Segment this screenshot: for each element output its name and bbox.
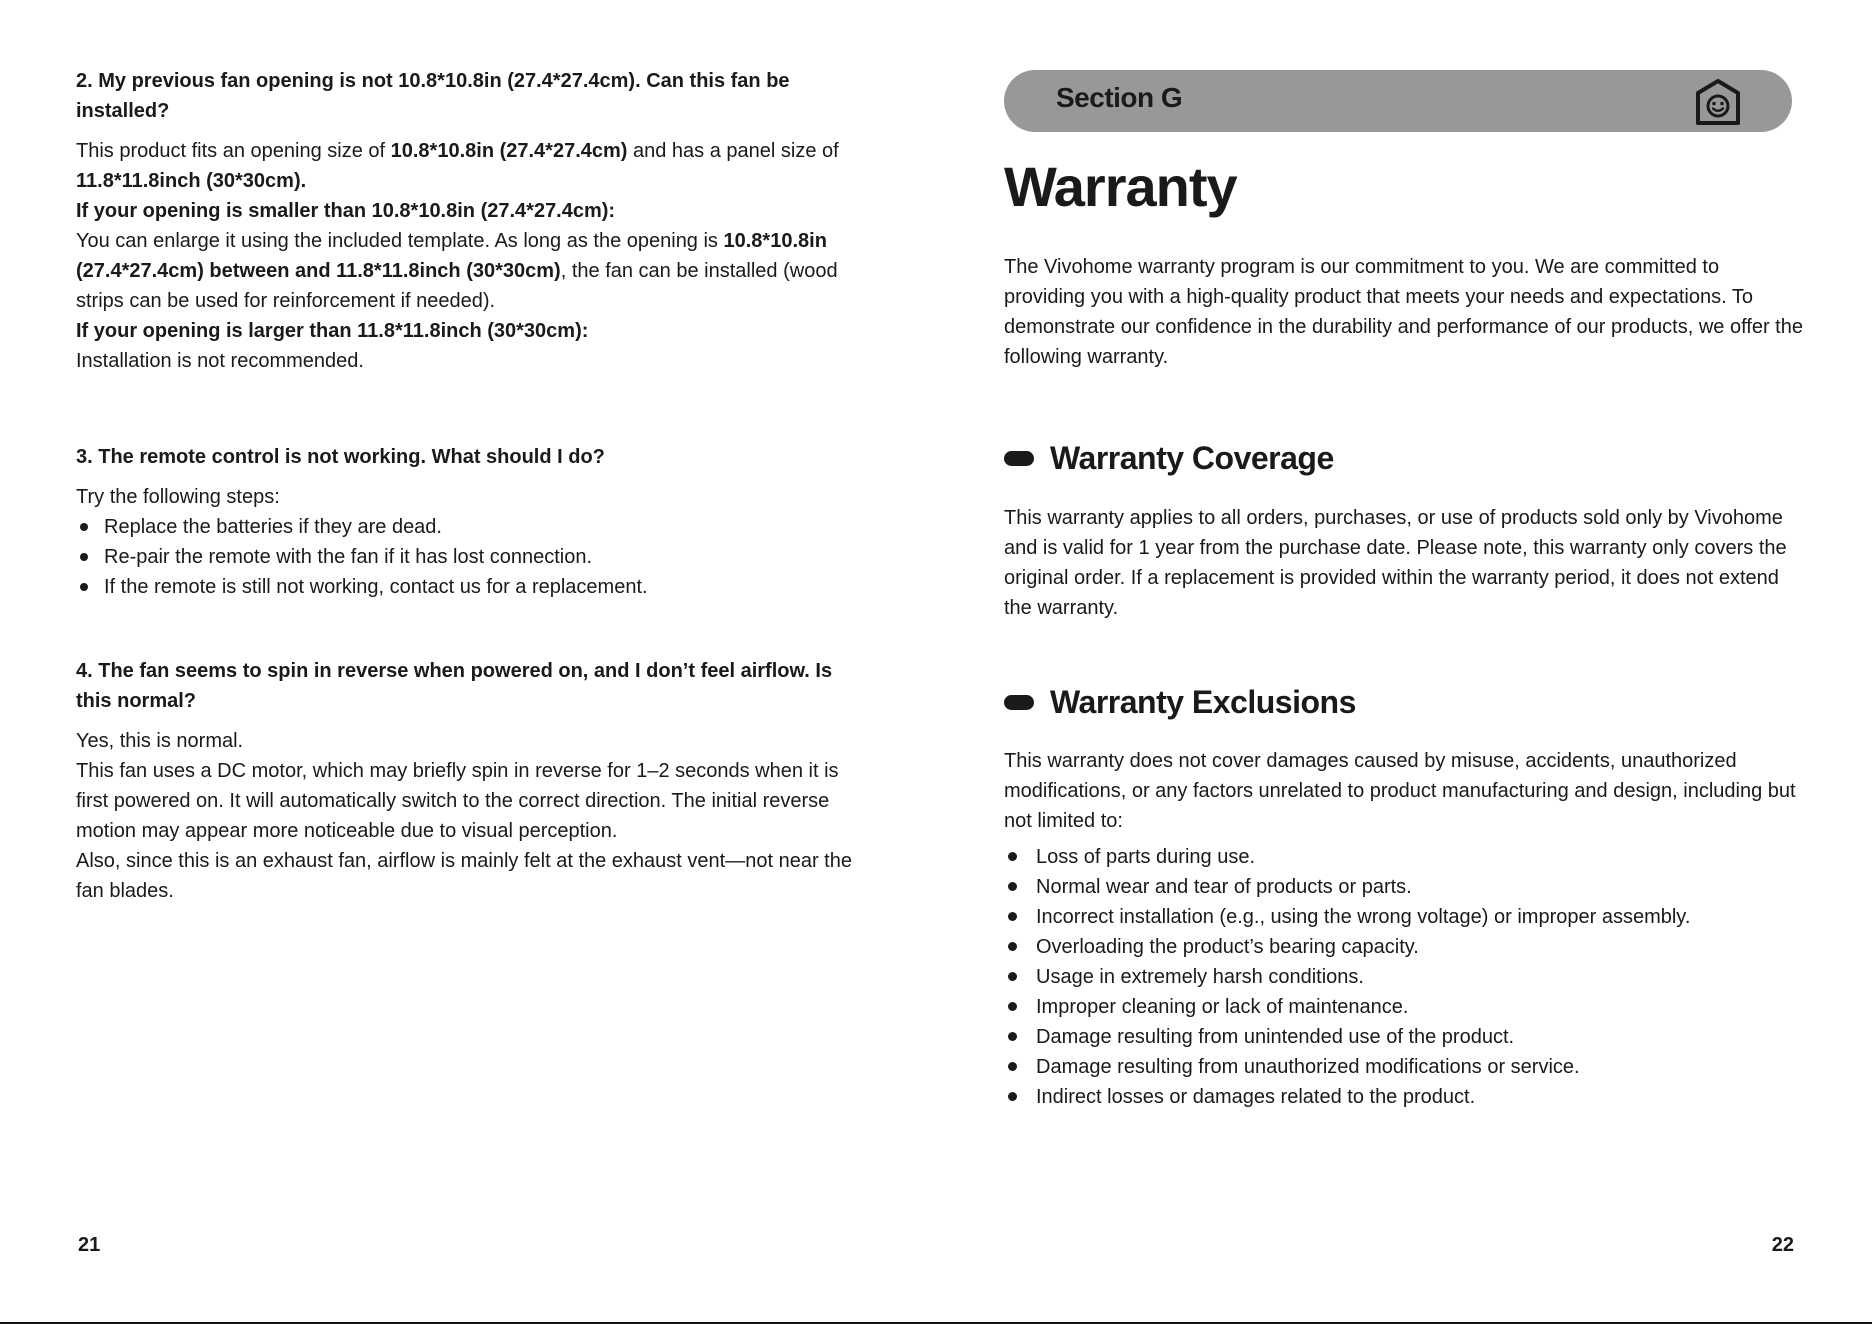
faq-answer-size xyxy=(76,136,866,196)
coverage-heading-text: Warranty Coverage xyxy=(1050,440,1334,476)
bold-span: 11.8*11.8inch (30*30cm). xyxy=(76,170,307,192)
right-page xyxy=(936,0,1872,1324)
text-span: and has a panel size of xyxy=(627,140,839,162)
smaller-opening-text xyxy=(76,226,866,316)
faq-answer: Yes, this is normal. xyxy=(76,730,244,752)
list-item: Incorrect installation (e.g., using the wrong voltage) or improper assembly. xyxy=(1004,902,1804,932)
page-number: 21 xyxy=(78,1234,101,1256)
list-item: Damage resulting from unauthorized modifications or service. xyxy=(1004,1052,1804,1082)
list-item: Usage in extremely harsh conditions. xyxy=(1004,962,1804,992)
text-span: This product fits an opening size of xyxy=(76,140,391,162)
larger-opening-heading xyxy=(76,316,866,346)
text-span: You can enlarge it using the included template. As long as the opening is xyxy=(76,230,724,252)
faq-item-4 xyxy=(76,656,866,906)
faq-answer: Also, since this is an exhaust fan, airflow is mainly felt at the exhaust vent—not near the fan blades. xyxy=(76,850,852,902)
faq-item-2 xyxy=(76,66,866,376)
smaller-opening-heading xyxy=(76,196,866,226)
exclusions-heading xyxy=(1004,684,1356,721)
list-item: Re-pair the remote with the fan if it has lost connection. xyxy=(76,542,866,572)
page-number: 22 xyxy=(1771,1234,1794,1256)
section-banner xyxy=(1004,70,1792,132)
faq-question: 3. The remote control is not working. What should I do? xyxy=(76,446,605,468)
faq-item-3 xyxy=(76,442,866,602)
list-item: Loss of parts during use. xyxy=(1004,842,1804,872)
bold-span: 10.8*10.8in (27.4*27.4cm) between and 11.8*11.8inch (30*30cm) xyxy=(76,230,827,282)
list-item: Indirect losses or damages related to the product. xyxy=(1004,1082,1804,1112)
faq-question: 4. The fan seems to spin in reverse when powered on, and I don’t feel airflow. Is this normal? xyxy=(76,660,833,712)
faq-answer: This fan uses a DC motor, which may briefly spin in reverse for 1–2 seconds when it is first powered on. It will automatically switch to the correct direction. The initial reverse motion may appear more noticeable due to visual perception. xyxy=(76,760,839,842)
coverage-heading xyxy=(1004,440,1334,477)
faq-intro: Try the following steps: xyxy=(76,486,280,508)
larger-opening-text: Installation is not recommended. xyxy=(76,350,364,372)
bold-span: If your opening is larger than 11.8*11.8inch (30*30cm): xyxy=(76,320,589,342)
exclusions-list xyxy=(1004,842,1804,1112)
list-item: Damage resulting from unintended use of the product. xyxy=(1004,1022,1804,1052)
pill-bullet-icon xyxy=(1004,695,1034,710)
bold-span: If your opening is smaller than 10.8*10.8in (27.4*27.4cm): xyxy=(76,200,616,222)
steps-list xyxy=(76,512,866,602)
exclusions-text: This warranty does not cover damages caused by misuse, accidents, unauthorized modifications, or any factors unrelated to product manufacturing and design, including but not limited to: xyxy=(1004,750,1796,832)
smiley-house-icon xyxy=(1694,78,1742,126)
list-item: Improper cleaning or lack of maintenance. xyxy=(1004,992,1804,1022)
pill-bullet-icon xyxy=(1004,451,1034,466)
exclusions-heading-text: Warranty Exclusions xyxy=(1050,684,1356,720)
list-item: Overloading the product’s bearing capacity. xyxy=(1004,932,1804,962)
text-span: , the fan can be installed (wood strips can be used for reinforcement if needed). xyxy=(76,260,838,312)
list-item: If the remote is still not working, contact us for a replacement. xyxy=(76,572,866,602)
list-item: Replace the batteries if they are dead. xyxy=(76,512,866,542)
page-title: Warranty xyxy=(1004,155,1237,218)
section-label: Section G xyxy=(1056,82,1183,113)
bold-span: 10.8*10.8in (27.4*27.4cm) xyxy=(390,140,628,162)
list-item: Normal wear and tear of products or parts. xyxy=(1004,872,1804,902)
intro-paragraph: The Vivohome warranty program is our commitment to you. We are committed to providing you with a high-quality product that meets your needs and expectations. To demonstrate our confidence in the durability and performance of our products, we offer the following warranty. xyxy=(1004,256,1803,368)
faq-question: 2. My previous fan opening is not 10.8*10.8in (27.4*27.4cm). Can this fan be installed? xyxy=(76,70,790,122)
coverage-text: This warranty applies to all orders, purchases, or use of products sold only by Vivohome and is valid for 1 year from the purchase date. Please note, this warranty only covers the original order. If a replacement is provided within the warranty period, it does not extend the warranty. xyxy=(1004,507,1787,619)
